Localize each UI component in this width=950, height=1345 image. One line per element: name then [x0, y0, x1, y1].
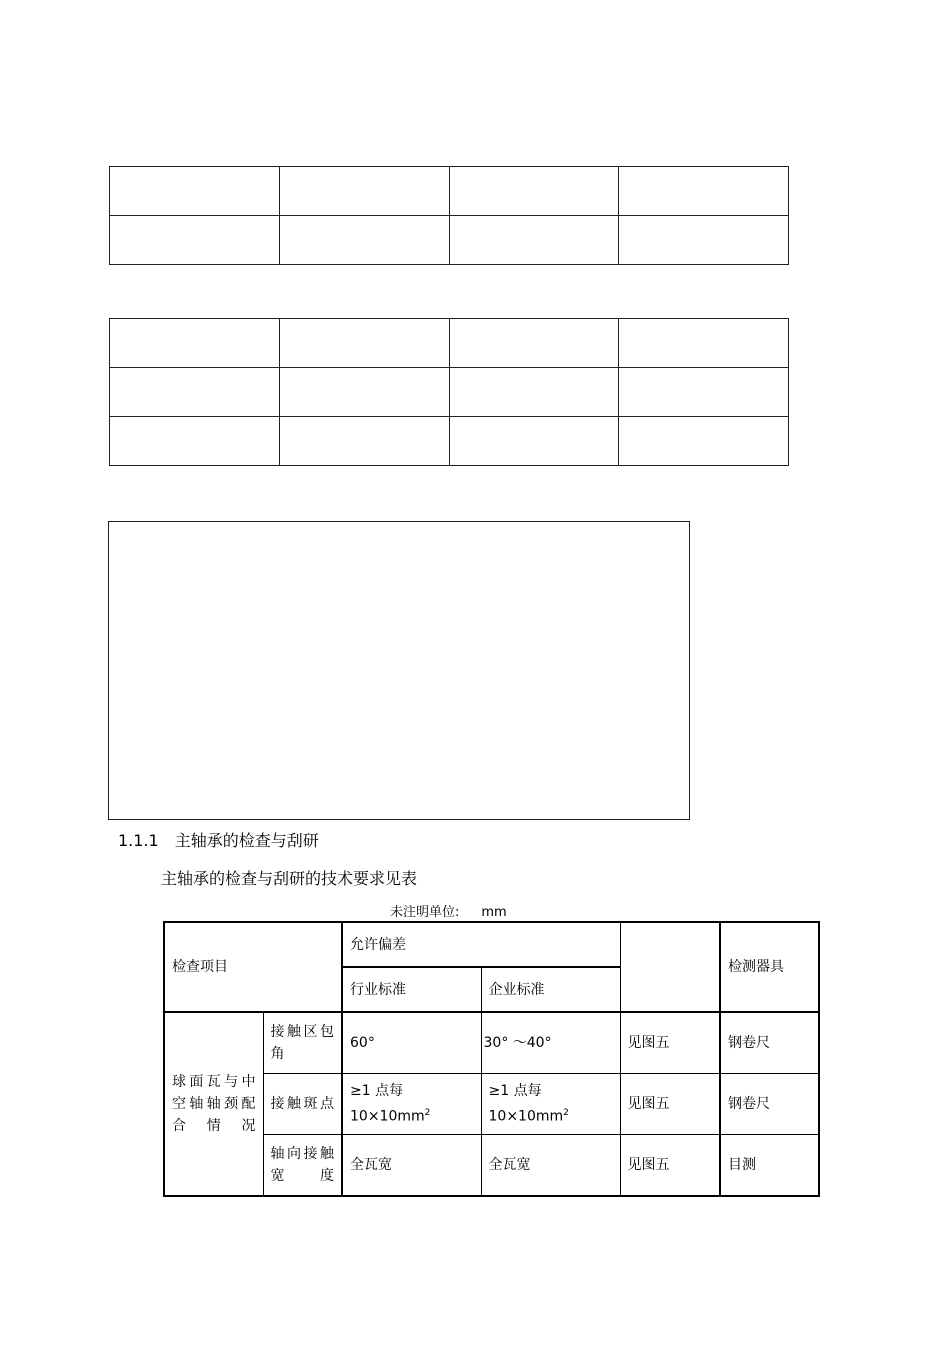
intro-paragraph: 主轴承的检查与刮研的技术要求见表	[161, 869, 418, 888]
header-enterprise: 企业标准	[481, 967, 620, 1012]
enterprise-line-1: ≥1 点每	[488, 1083, 542, 1100]
table-cell	[449, 417, 619, 466]
header-tolerance: 允许偏差	[342, 922, 620, 967]
row-note: 见图五	[620, 1074, 720, 1135]
table-cell	[619, 368, 789, 417]
table-cell	[110, 368, 280, 417]
row-tool: 钢卷尺	[720, 1074, 819, 1135]
row-item: 轴向接触宽度	[263, 1135, 342, 1197]
table-cell	[279, 167, 449, 216]
industry-line-1: ≥1 点每	[350, 1083, 404, 1100]
table-cell	[110, 167, 280, 216]
enterprise-exponent: 2	[563, 1108, 569, 1119]
table-cell	[110, 319, 280, 368]
section-title: 主轴承的检查与刮研	[174, 831, 319, 850]
row-industry: 60°	[342, 1012, 481, 1074]
section-number: 1.1.1	[118, 831, 159, 850]
row-enterprise: 30° ～40°	[481, 1012, 620, 1074]
row-enterprise	[481, 1074, 620, 1135]
empty-table-middle	[109, 318, 789, 466]
table-cell	[110, 216, 280, 265]
table-cell	[279, 417, 449, 466]
unit-label: 未注明单位:	[390, 905, 460, 920]
figure-frame	[108, 521, 690, 820]
table-cell	[619, 417, 789, 466]
spec-table	[163, 921, 820, 1197]
row-tool: 钢卷尺	[720, 1012, 819, 1074]
table-cell	[449, 167, 619, 216]
table-cell	[619, 167, 789, 216]
row-industry: 全瓦宽	[342, 1135, 481, 1197]
table-cell	[110, 417, 280, 466]
table-cell	[619, 319, 789, 368]
industry-exponent: 2	[424, 1108, 431, 1119]
header-blank	[620, 922, 720, 1012]
enterprise-area: 10×10mm	[488, 1108, 564, 1125]
table-cell	[279, 368, 449, 417]
unit-value: mm	[481, 905, 507, 920]
table-cell	[449, 216, 619, 265]
table-cell	[279, 319, 449, 368]
table-cell	[279, 216, 449, 265]
header-industry: 行业标准	[342, 967, 481, 1012]
table-cell	[449, 319, 619, 368]
row-item: 接触区包角	[263, 1012, 342, 1074]
table-cell	[449, 368, 619, 417]
unit-note	[390, 901, 507, 920]
row-item: 接触斑点	[263, 1074, 342, 1135]
table-cell	[619, 216, 789, 265]
industry-line-2	[350, 1102, 474, 1128]
section-heading	[118, 828, 319, 851]
row-industry	[342, 1074, 481, 1135]
row-tool: 目测	[720, 1135, 819, 1197]
row-note: 见图五	[620, 1012, 720, 1074]
empty-table-top	[109, 166, 789, 265]
enterprise-line-2	[489, 1102, 613, 1128]
group-label: 球面瓦与中空轴轴颈配合情况	[164, 1012, 263, 1196]
row-note: 见图五	[620, 1135, 720, 1197]
header-item: 检查项目	[164, 922, 342, 1012]
header-tool: 检测器具	[720, 922, 819, 1012]
industry-area: 10×10mm	[350, 1108, 425, 1125]
row-enterprise: 全瓦宽	[481, 1135, 620, 1197]
